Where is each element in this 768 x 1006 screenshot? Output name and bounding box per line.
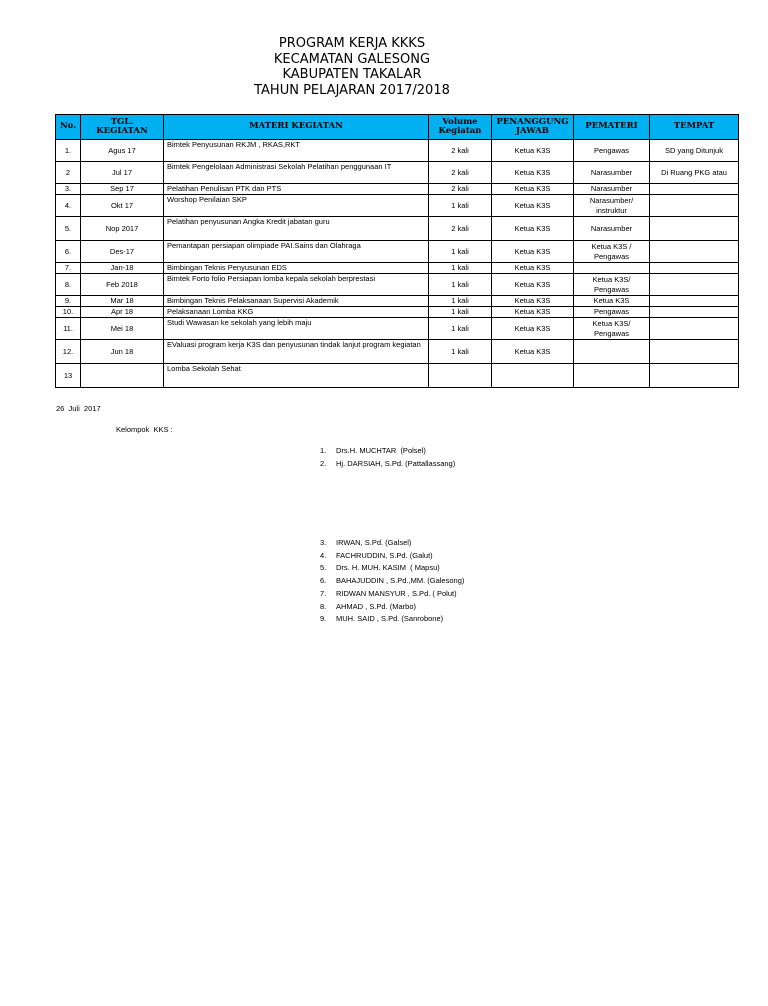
cell-no: 7. bbox=[56, 263, 81, 274]
cell-volume: 2 kali bbox=[429, 184, 492, 195]
cell-no: 8. bbox=[56, 274, 81, 296]
table-row bbox=[56, 274, 739, 296]
column-header: PEMATERI bbox=[574, 115, 650, 140]
cell-tempat bbox=[650, 307, 739, 318]
item-number: 4. bbox=[320, 550, 327, 560]
table-row bbox=[56, 364, 739, 388]
member-list-bottom bbox=[320, 537, 464, 626]
cell-tempat bbox=[650, 364, 739, 388]
column-header: TGL. KEGIATAN bbox=[81, 115, 164, 140]
table-row bbox=[56, 162, 739, 184]
table-row bbox=[56, 296, 739, 307]
list-item bbox=[320, 458, 455, 471]
table-row bbox=[56, 263, 739, 274]
cell-penanggung-jawab: Ketua K3S bbox=[492, 184, 574, 195]
table-row bbox=[56, 217, 739, 241]
table-row bbox=[56, 241, 739, 263]
program-table bbox=[55, 114, 739, 388]
cell-penanggung-jawab bbox=[492, 364, 574, 388]
cell-pemateri: Ketua K3S / Pengawas bbox=[574, 241, 650, 263]
table-row bbox=[56, 340, 739, 364]
cell-penanggung-jawab: Ketua K3S bbox=[492, 340, 574, 364]
list-item bbox=[320, 613, 464, 626]
cell-volume: 1 kali bbox=[429, 296, 492, 307]
item-number: 2. bbox=[320, 458, 327, 468]
cell-tanggal: Jan-18 bbox=[81, 263, 164, 274]
cell-no: 11. bbox=[56, 318, 81, 340]
cell-no: 10. bbox=[56, 307, 81, 318]
cell-tanggal: Jul 17 bbox=[81, 162, 164, 184]
list-item bbox=[320, 575, 464, 588]
cell-no: 4. bbox=[56, 195, 81, 217]
cell-pemateri bbox=[574, 340, 650, 364]
sign-date: 26 Juli 2017 bbox=[56, 404, 101, 413]
member-name: MUH. SAID , S.Pd. (Sanrobone) bbox=[336, 614, 444, 624]
cell-tanggal: Mei 18 bbox=[81, 318, 164, 340]
kelompok-label: Kelompok KKS : bbox=[116, 425, 173, 434]
item-number: 6. bbox=[320, 576, 327, 586]
list-item bbox=[320, 601, 464, 614]
cell-penanggung-jawab: Ketua K3S bbox=[492, 195, 574, 217]
cell-materi: Bimtek Forto folio Persiapan lomba kepala sekolah berprestasi bbox=[164, 274, 429, 296]
cell-volume: 1 kali bbox=[429, 195, 492, 217]
cell-materi: Pelaksanaan Lomba KKG bbox=[164, 307, 429, 318]
cell-volume: 1 kali bbox=[429, 318, 492, 340]
cell-volume: 2 kali bbox=[429, 162, 492, 184]
cell-tempat: Di Ruang PKG atau bbox=[650, 162, 739, 184]
cell-materi: Bimbingan Teknis Pelaksanaan Supervisi Akademik bbox=[164, 296, 429, 307]
cell-tanggal: Agus 17 bbox=[81, 140, 164, 162]
cell-tempat bbox=[650, 241, 739, 263]
cell-pemateri bbox=[574, 263, 650, 274]
cell-pemateri: Ketua K3S bbox=[574, 296, 650, 307]
cell-pemateri bbox=[574, 364, 650, 388]
cell-tempat bbox=[650, 263, 739, 274]
item-number: 1. bbox=[320, 446, 327, 455]
cell-tanggal: Mar 18 bbox=[81, 296, 164, 307]
cell-penanggung-jawab: Ketua K3S bbox=[492, 307, 574, 318]
cell-tempat: SD yang Ditunjuk bbox=[650, 140, 739, 162]
item-number: 5. bbox=[320, 563, 327, 573]
cell-materi: Bimbingan Teknis Penyusunan EDS bbox=[164, 263, 429, 274]
table-row bbox=[56, 140, 739, 162]
table-row bbox=[56, 307, 739, 318]
column-header: PENANGGUNG JAWAB bbox=[492, 115, 574, 140]
cell-tanggal: Des-17 bbox=[81, 241, 164, 263]
cell-volume bbox=[429, 364, 492, 388]
cell-tanggal bbox=[81, 364, 164, 388]
cell-volume: 1 kali bbox=[429, 274, 492, 296]
member-name: FACHRUDDIN, S.Pd. (Galut) bbox=[336, 550, 433, 560]
cell-penanggung-jawab: Ketua K3S bbox=[492, 162, 574, 184]
table-row bbox=[56, 318, 739, 340]
cell-tanggal: Feb 2018 bbox=[81, 274, 164, 296]
cell-pemateri: Ketua K3S/ Pengawas bbox=[574, 274, 650, 296]
member-name: Drs. H. MUH. KASIM ( Mapsu) bbox=[336, 563, 440, 573]
cell-pemateri: Pengawas bbox=[574, 307, 650, 318]
cell-tempat bbox=[650, 184, 739, 195]
cell-materi: Pelatihan Penulisan PTK dan PTS bbox=[164, 184, 429, 195]
column-header: Volume Kegiatan bbox=[429, 115, 492, 140]
list-item bbox=[320, 445, 455, 458]
cell-tempat bbox=[650, 195, 739, 217]
cell-tanggal: Jun 18 bbox=[81, 340, 164, 364]
item-number: 8. bbox=[320, 601, 327, 611]
cell-materi: Pemantapan persiapan olimpiade PAI.Sains dan Olahraga bbox=[164, 241, 429, 263]
cell-no: 2 bbox=[56, 162, 81, 184]
cell-volume: 1 kali bbox=[429, 241, 492, 263]
cell-penanggung-jawab: Ketua K3S bbox=[492, 296, 574, 307]
list-item bbox=[320, 550, 464, 563]
title-line: KABUPATEN TAKALAR bbox=[282, 67, 422, 82]
cell-volume: 1 kali bbox=[429, 307, 492, 318]
item-number: 3. bbox=[320, 538, 327, 547]
cell-volume: 1 kali bbox=[429, 263, 492, 274]
cell-pemateri: Narasumber bbox=[574, 162, 650, 184]
list-item bbox=[320, 537, 464, 550]
member-name: RIDWAN MANSYUR , S.Pd. ( Polut) bbox=[336, 588, 457, 598]
cell-no: 9. bbox=[56, 296, 81, 307]
cell-no: 6. bbox=[56, 241, 81, 263]
cell-pemateri: Narasumber bbox=[574, 217, 650, 241]
item-number: 7. bbox=[320, 588, 327, 598]
cell-materi: Lomba Sekolah Sehat bbox=[164, 364, 429, 388]
member-name: Drs.H. MUCHTAR (Polsel) bbox=[336, 446, 426, 455]
cell-penanggung-jawab: Ketua K3S bbox=[492, 241, 574, 263]
member-name: BAHAJUDDIN , S.Pd.,MM. (Galesong) bbox=[336, 576, 465, 586]
cell-materi: Studi Wawasan ke sekolah yang lebih maju bbox=[164, 318, 429, 340]
cell-pemateri: Narasumber/ instruktur bbox=[574, 195, 650, 217]
cell-tanggal: Apr 18 bbox=[81, 307, 164, 318]
cell-pemateri: Narasumber bbox=[574, 184, 650, 195]
table-row bbox=[56, 184, 739, 195]
cell-materi: EValuasi program kerja K3S dan penyusunan tindak lanjut program kegiatan bbox=[164, 340, 429, 364]
cell-tempat bbox=[650, 274, 739, 296]
member-name: AHMAD , S.Pd. (Marbo) bbox=[336, 601, 417, 611]
item-number: 9. bbox=[320, 614, 327, 624]
member-name: Hj. DARSIAH, S.Pd. (Pattallassang) bbox=[336, 458, 456, 468]
cell-volume: 2 kali bbox=[429, 217, 492, 241]
cell-pemateri: Pengawas bbox=[574, 140, 650, 162]
cell-tempat bbox=[650, 340, 739, 364]
title-line: PROGRAM KERJA KKKS bbox=[278, 36, 426, 51]
cell-volume: 2 kali bbox=[429, 140, 492, 162]
cell-no: 13 bbox=[56, 364, 81, 388]
list-item bbox=[320, 562, 464, 575]
column-header: MATERI KEGIATAN bbox=[164, 115, 429, 140]
cell-tanggal: Nop 2017 bbox=[81, 217, 164, 241]
table-row bbox=[56, 195, 739, 217]
table-header-row bbox=[56, 115, 739, 140]
cell-no: 12. bbox=[56, 340, 81, 364]
cell-tanggal: Okt 17 bbox=[81, 195, 164, 217]
cell-materi: Pelatihan penyusunan Angka Kredit jabatan guru bbox=[164, 217, 429, 241]
document-title bbox=[0, 36, 704, 98]
cell-penanggung-jawab: Ketua K3S bbox=[492, 263, 574, 274]
cell-penanggung-jawab: Ketua K3S bbox=[492, 318, 574, 340]
cell-materi: Worshop Penilaian SKP bbox=[164, 195, 429, 217]
column-header: TEMPAT bbox=[650, 115, 739, 140]
table-body bbox=[56, 140, 739, 388]
title-line: TAHUN PELAJARAN 2017/2018 bbox=[254, 82, 450, 98]
cell-tempat bbox=[650, 318, 739, 340]
cell-no: 3. bbox=[56, 184, 81, 195]
cell-materi: Bimtek Penyusunan RKJM , RKAS,RKT bbox=[164, 140, 429, 162]
cell-tempat bbox=[650, 217, 739, 241]
cell-materi: Bimtek Pengelolaan Administrasi Sekolah Pelatihan penggunaan IT bbox=[164, 162, 429, 184]
cell-penanggung-jawab: Ketua K3S bbox=[492, 140, 574, 162]
column-header: No. bbox=[56, 115, 81, 140]
cell-no: 5. bbox=[56, 217, 81, 241]
member-list-top bbox=[320, 445, 455, 470]
cell-pemateri: Ketua K3S/ Pengawas bbox=[574, 318, 650, 340]
title-line: KECAMATAN GALESONG bbox=[273, 51, 431, 67]
cell-tempat bbox=[650, 296, 739, 307]
cell-no: 1. bbox=[56, 140, 81, 162]
member-name: IRWAN, S.Pd. (Galsel) bbox=[336, 538, 412, 547]
cell-penanggung-jawab: Ketua K3S bbox=[492, 274, 574, 296]
list-item bbox=[320, 588, 464, 601]
cell-tanggal: Sep 17 bbox=[81, 184, 164, 195]
cell-volume: 1 kali bbox=[429, 340, 492, 364]
cell-penanggung-jawab: Ketua K3S bbox=[492, 217, 574, 241]
